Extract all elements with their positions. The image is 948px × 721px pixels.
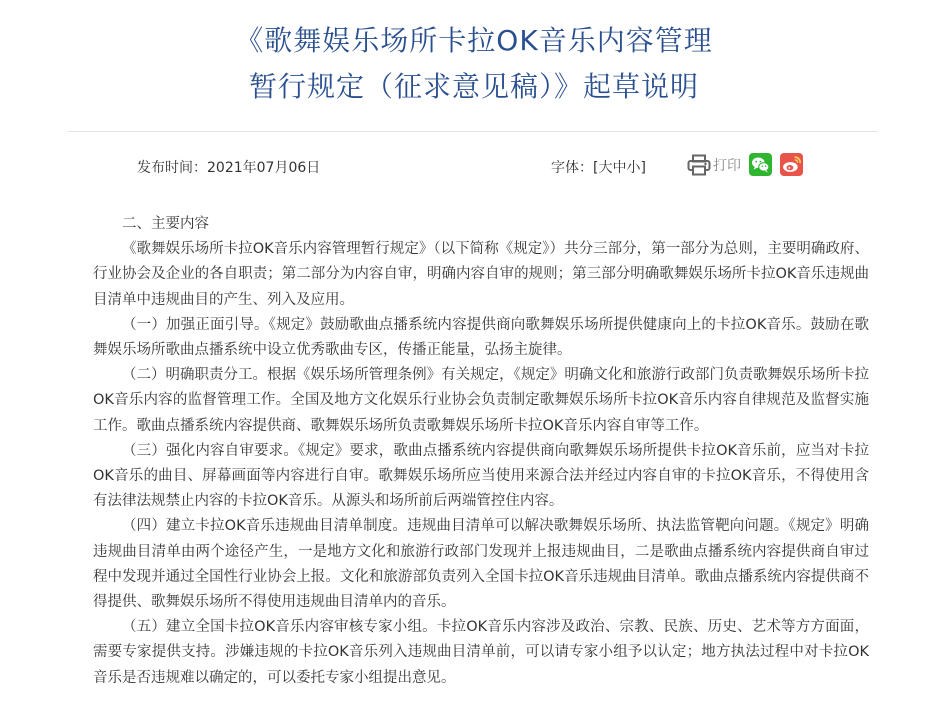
paragraph-overview: 《歌舞娱乐场所卡拉OK音乐内容管理暂行规定》（以下简称《规定》）共分三部分，第一部分为总则，主要明确政府、行业协会及企业的各自职责；第二部分为内容自审，明确内容自审的规则；第三部分明确歌舞娱乐场所卡拉OK音乐违规曲目清单中违规曲目的产生、列入及应用。 — [93, 241, 869, 308]
print-button[interactable] — [687, 152, 741, 178]
font-bracket-close: ] — [640, 160, 646, 176]
paragraph-guidance: （一）加强正面引导。《规定》鼓励歌曲点播系统内容提供商向歌舞娱乐场所提供健康向上的卡拉OK音乐。鼓励在歌舞娱乐场所歌曲点播系统中设立优秀歌曲专区，传播正能量，弘扬主旋律。 — [93, 316, 869, 359]
paragraph-expert-panel: （五）建立全国卡拉OK音乐内容审核专家小组。卡拉OK音乐内容涉及政治、宗教、民族、历史、艺术等方方面面，需要专家提供支持。涉嫌违规的卡拉OK音乐列入违规曲目清单前，可以请专家小组予以认定；地方执法过程中对卡拉OK音乐是否违规难以确定的，可以委托专家小组提出意见。 — [93, 619, 869, 686]
print-label: 打印 — [713, 158, 741, 174]
wechat-icon[interactable] — [749, 153, 772, 176]
title-line-1: 《歌舞娱乐场所卡拉OK音乐内容管理 — [235, 24, 713, 57]
font-bracket-open: [ — [593, 160, 599, 176]
publish-date: 2021年07月06日 — [207, 160, 321, 176]
printer-icon — [687, 154, 711, 176]
font-size-selector — [551, 158, 646, 178]
section-heading: 二、主要内容 — [122, 216, 209, 232]
font-size-medium[interactable]: 中 — [612, 160, 627, 176]
weibo-icon[interactable] — [780, 153, 803, 176]
paragraph-blacklist: （四）建立卡拉OK音乐违规曲目清单制度。违规曲目清单可以解决歌舞娱乐场所、执法监管靶向问题。《规定》明确违规曲目清单由两个途径产生，一是地方文化和旅游行政部门发现并上报违规曲目，二是歌曲点播系统内容提供商自审过程中发现并通过全国性行业协会上报。文化和旅游部负责列入全国卡拉OK音乐违规曲目清单。歌曲点播系统内容提供商不得提供、歌舞娱乐场所不得使用违规曲目清单内的音乐。 — [93, 518, 869, 611]
article-body — [93, 212, 869, 691]
title-line-2: 暂行规定（征求意见稿）》起草说明 — [248, 70, 699, 103]
publish-label: 发布时间： — [137, 160, 207, 176]
font-label: 字体： — [551, 160, 593, 176]
font-size-large[interactable]: 大 — [598, 160, 613, 176]
publish-info — [137, 158, 320, 178]
title-divider — [68, 131, 878, 132]
article-title — [0, 18, 948, 110]
paragraph-responsibilities: （二）明确职责分工。根据《娱乐场所管理条例》有关规定，《规定》明确文化和旅游行政部门负责歌舞娱乐场所卡拉OK音乐内容的监督管理工作。全国及地方文化娱乐行业协会负责制定歌舞娱乐场所卡拉OK音乐内容自律规范及监督实施工作。歌曲点播系统内容提供商、歌舞娱乐场所负责歌舞娱乐场所卡拉OK音乐内容自审等工作。 — [93, 367, 869, 434]
paragraph-self-review: （三）强化内容自审要求。《规定》要求，歌曲点播系统内容提供商向歌舞娱乐场所提供卡拉OK音乐前，应当对卡拉OK音乐的曲目、屏幕画面等内容进行自审。歌舞娱乐场所应当使用来源合法并经过内容自审的卡拉OK音乐，不得使用含有法律法规禁止内容的卡拉OK音乐。从源头和场所前后两端管控住内容。 — [93, 442, 869, 510]
font-size-small[interactable]: 小 — [626, 160, 641, 176]
